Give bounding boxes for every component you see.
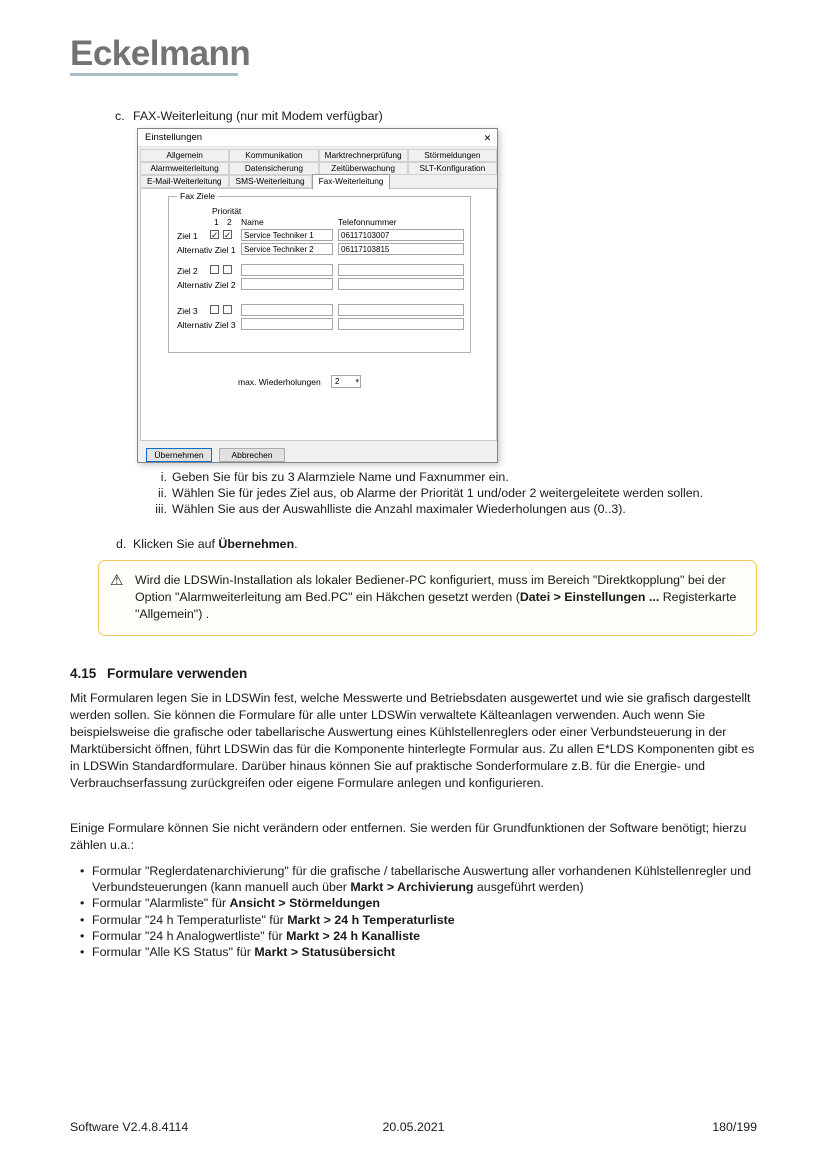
bullet-2-pre: Formular "Alarmliste" für: [92, 896, 230, 911]
step-i: [150, 470, 752, 486]
list-item-c: [115, 109, 383, 123]
section-paragraph-1: Mit Formularen legen Sie in LDSWin fest, welche Messwerte und Betriebsdaten ausgewertet und wie sie grafisch dargestellt werden sollen. Sie können die Formulare für alle unter LDSWin verwaltete Kälteanlagen verwenden. Auch wenn Sie beispielsweise die grafische oder tabellarische Auswertung eines Kühlstellenreglers oder einer Verbundsteuerung in der Marktübersicht öffnen, führt LDSWin das für die Komponente hinterlegte Formular aus. Zu allen E*LDS Komponenten gibt es in LDSWin Standardformulare. Darüber hinaus können Sie auf praktische Sonderformulare z.B. für die Energie- und Verbrauchserfassung zurückgreifen oder eigene Formulare anlegen und konfigurieren.: [70, 691, 755, 790]
tab-email-weiterleitung[interactable]: E-Mail-Weiterleitung: [140, 175, 229, 188]
tab-row-3: [140, 175, 497, 188]
bullet-2-text: [92, 895, 758, 911]
fax-ziele-group-label: Fax Ziele: [177, 191, 218, 201]
bullet-1-post: ausgeführt werden): [473, 880, 584, 895]
item-d-pre: Klicken Sie auf: [133, 537, 219, 551]
section-paragraph-2: Einige Formulare können Sie nicht verändern oder entfernen. Sie werden für Grundfunktionen der Software benötigt; hierzu zählen u.a.:: [70, 821, 747, 852]
warning-text: [135, 572, 738, 622]
max-wiederholungen-dropdown[interactable]: [331, 375, 361, 388]
footer-date: 20.05.2021: [382, 1120, 445, 1134]
list-item: [80, 895, 758, 911]
tab-row-1: [140, 149, 497, 162]
section-title: Formulare verwenden: [107, 666, 248, 681]
abbrechen-button[interactable]: Abbrechen: [219, 448, 285, 462]
tab-datensicherung[interactable]: Datensicherung: [229, 162, 318, 175]
bullet-3-pre: Formular "24 h Temperaturliste" für: [92, 912, 288, 927]
warning-bold: Datei > Einstellungen ...: [519, 589, 660, 604]
max-wiederholungen-value: 2: [335, 377, 340, 386]
bullet-3-text: [92, 912, 758, 928]
bullet-1-pre: Formular "Reglerdatenarchivierung" für die grafische / tabellarische Auswertung aller vorhandenen Kühlstellenregler und Verbundsteuerungen (kann manuell auch über: [92, 864, 751, 895]
dialog-title: Einstellungen: [145, 132, 203, 143]
step-i-text: Geben Sie für bis zu 3 Alarmziele Name und Faxnummer ein.: [172, 470, 509, 484]
bullet-icon: •: [80, 928, 85, 943]
warning-pre: Wird die LDSWin-Installation als lokaler Bediener-PC konfiguriert, muss im Bereich "Direktkopplung" bei der Option "Alarmweiterleitung am Bed.PC" ein Häkchen gesetzt werden (: [135, 573, 726, 604]
formular-bullet-list: [80, 863, 758, 960]
list-item-c-text: FAX-Weiterleitung (nur mit Modem verfügbar): [133, 109, 383, 123]
step-iii-marker: iii.: [155, 501, 167, 516]
list-item: [80, 928, 758, 944]
bullet-5-bold: Markt > Statusübersicht: [254, 945, 396, 960]
list-marker-d: d.: [116, 537, 127, 551]
tab-zeitueberwachung[interactable]: Zeitüberwachung: [319, 162, 408, 175]
ziel1-label: Ziel 1: [177, 231, 198, 241]
telefonnummer-column-header: Telefonnummer: [338, 217, 397, 227]
tab-alarmweiterleitung[interactable]: Alarmweiterleitung: [140, 162, 229, 175]
section-heading: [70, 666, 247, 681]
uebernehmen-button[interactable]: Übernehmen: [146, 448, 212, 462]
bullet-1-text: [92, 863, 758, 895]
prioritaet-label: Priorität: [212, 206, 242, 216]
eckelmann-logo: [70, 36, 250, 76]
chevron-down-icon: ▾: [355, 378, 359, 385]
einstellungen-dialog: [137, 128, 498, 463]
bullet-icon: •: [80, 896, 85, 911]
list-item-d-text: [133, 537, 298, 551]
bullet-icon: •: [80, 912, 85, 927]
bullet-4-pre: Formular "24 h Analogwertliste" für: [92, 928, 287, 943]
list-item: [80, 863, 758, 895]
tab-fax-weiterleitung[interactable]: Fax-Weiterleitung: [312, 174, 391, 189]
tab-stoermeldungen[interactable]: Störmeldungen: [408, 149, 497, 162]
step-ii-text: Wählen Sie für jedes Ziel aus, ob Alarme der Priorität 1 und/oder 2 weitergeleitete werden sollen.: [172, 485, 704, 500]
section-number: 4.15: [70, 666, 97, 681]
bullet-icon: •: [80, 945, 85, 960]
logo-underline: [70, 73, 238, 76]
step-ii: [150, 486, 752, 502]
bullet-4-text: [92, 928, 758, 944]
list-marker-c: c.: [115, 109, 125, 123]
step-i-marker: i.: [160, 470, 167, 484]
item-d-bold: Übernehmen: [218, 537, 295, 551]
max-wiederholungen-label: max. Wiederholungen: [238, 377, 321, 387]
list-item: [80, 944, 758, 960]
list-item: [80, 912, 758, 928]
bullet-icon: •: [80, 864, 85, 878]
tab-allgemein[interactable]: Allgemein: [140, 149, 229, 162]
warning-note: [98, 560, 757, 636]
close-icon[interactable]: ✕: [483, 133, 492, 143]
tab-kommunikation[interactable]: Kommunikation: [229, 149, 318, 162]
step-iii-text: Wählen Sie aus der Auswahlliste die Anzahl maximaler Wiederholungen aus (0..3).: [172, 501, 626, 516]
bullet-1-bold: Markt > Archivierung: [350, 880, 474, 895]
bullet-4-bold: Markt > 24 h Kanalliste: [286, 928, 421, 943]
logo-wordmark: Eckelmann: [70, 34, 251, 73]
alt-ziel3-label: Alternativ Ziel 3: [177, 320, 236, 330]
footer-page-number: 180/199: [712, 1120, 757, 1134]
tab-slt-konfiguration[interactable]: SLT-Konfiguration: [408, 162, 497, 175]
prio-col-1-header: 1: [214, 217, 219, 227]
bullet-2-bold: Ansicht > Störmeldungen: [229, 896, 380, 911]
name-column-header: Name: [241, 217, 264, 227]
ziel3-label: Ziel 3: [177, 306, 198, 316]
dialog-titlebar[interactable]: [138, 129, 497, 147]
ziel2-label: Ziel 2: [177, 266, 198, 276]
warning-post: Registerkarte "Allgemein") .: [135, 589, 737, 621]
list-item-d: [116, 537, 298, 551]
alt-ziel1-label: Alternativ Ziel 1: [177, 245, 236, 255]
prio-col-2-header: 2: [227, 217, 232, 227]
fax-ziele-groupbox: [168, 191, 471, 353]
footer-software-version: Software V2.4.8.4114: [70, 1120, 189, 1134]
tab-sms-weiterleitung[interactable]: SMS-Weiterleitung: [229, 175, 312, 188]
tab-marktrechnerpruefung[interactable]: Marktrechnerprüfung: [319, 149, 408, 162]
alt-ziel2-label: Alternativ Ziel 2: [177, 280, 236, 290]
bullet-3-bold: Markt > 24 h Temperaturliste: [287, 912, 455, 927]
bullet-5-pre: Formular "Alle KS Status" für: [92, 945, 255, 960]
bullet-5-text: [92, 944, 758, 960]
step-ii-marker: ii.: [158, 485, 167, 500]
instruction-steps: [150, 470, 752, 517]
warning-icon: ⚠: [110, 572, 124, 589]
item-d-post: .: [294, 537, 298, 551]
step-iii: [150, 502, 752, 518]
